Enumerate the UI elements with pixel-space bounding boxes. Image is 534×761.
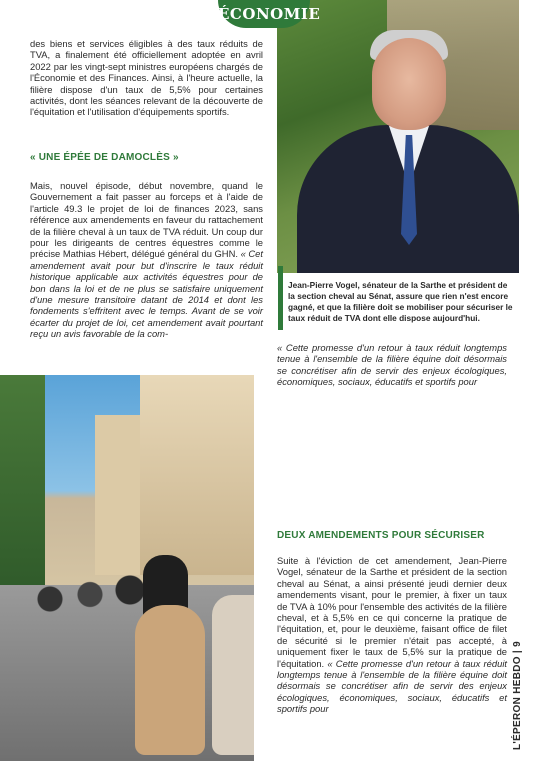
quote-continuation: « Cette promesse d'un retour à taux réduit longtemps tenue à l'ensemble de la filière équine doit désormais se concrétiser afin de servir des enjeux écologiques, économiques, sociaux, éducatifs et sportifs pour	[277, 342, 507, 388]
subheading-epee: « UNE ÉPÉE DE DAMOCLÈS »	[30, 152, 179, 163]
intro-paragraph	[30, 38, 263, 118]
photo-caption: Jean-Pierre Vogel, sénateur de la Sarthe et président de la section cheval au Sénat, assure que rien n'est encore gagné, et que la filière doit se mobiliser pour sécuriser le taux réduit de TVA dont elle dispose aujourd'hui.	[288, 280, 513, 323]
quote-text-2: « Cette promesse d'un retour à taux réduit longtemps tenue à l'ensemble de la filière équine doit désormais se concrétiser afin de servir des enjeux écologiques, économiques, sociaux, éducatifs et sportifs pour	[277, 657, 508, 715]
section-tab: ÉCONOMIE	[218, 0, 310, 28]
caption-bar	[278, 266, 283, 330]
column-2-body	[277, 555, 507, 715]
column-1-body	[30, 180, 263, 340]
quote-text: « Cet amendement avait pour but d'inscrire le taux réduit historique applicable aux activités équestres pour de bon dans la loi et de ne plus se satisfaire uniquement d'une mesure transitoire datant de 2014 et dont les fondements s'effritent avec le temps. Avant de se voir écarter du projet de loi, cet amendement avait pourtant reçu un avis favorable de la com-	[30, 248, 263, 340]
folio-text: L'ÉPERON HEBDO | 9	[512, 641, 523, 750]
horse	[212, 595, 254, 755]
body-text: Mais, nouvel épisode, début novembre, quand le Gouvernement a fait passer au forceps et à l'aide de l'article 49.3 le projet de loi de finances 2023, sans référence aux amendements en faveur du rattachement de la filière cheval à un taux de TVA réduit. Un coup dur pour les dirigeants de centres équestres comme le précise Mathias Hébert, délégué général du GHN.	[30, 180, 263, 260]
subheading-amendements: DEUX AMENDEMENTS POUR SÉCURISER	[277, 530, 485, 541]
magazine-folio	[512, 520, 526, 750]
body-text-2: Suite à l'éviction de cet amendement, Jean-Pierre Vogel, sénateur de la Sarthe et président de la section cheval au Sénat, a ainsi présenté jeudi dernier deux amendements visant, pour le premier, à fixer un taux de TVA à 10% pour l'ensemble des activités de la filière cheval, et à 5,5% en ce qui concerne la pratique de l'équitation, et, pour le deuxième, faisant office de filet de sécurité si le premier n'était pas accepté, à uniquement fixer le taux de 5,5% sur la pratique de l'équitation.	[277, 555, 507, 669]
intro-text: des biens et services éligibles à des taux réduits de TVA, a finalement été officiellement adoptée en avril 2022 par les vingt-sept ministres européens chargés de l'Économie et des Finances. Ainsi, à l'heure actuelle, la filière dispose d'un taux de 5,5% pour certaines activités, dont les séances relevant de la découverte de l'équitation et l'utilisation d'équipements sportifs.	[30, 38, 263, 118]
column-2-quote	[277, 342, 507, 388]
street-photo	[0, 375, 254, 761]
portrait-photo	[277, 0, 519, 273]
face	[372, 38, 446, 130]
horse	[135, 605, 205, 755]
